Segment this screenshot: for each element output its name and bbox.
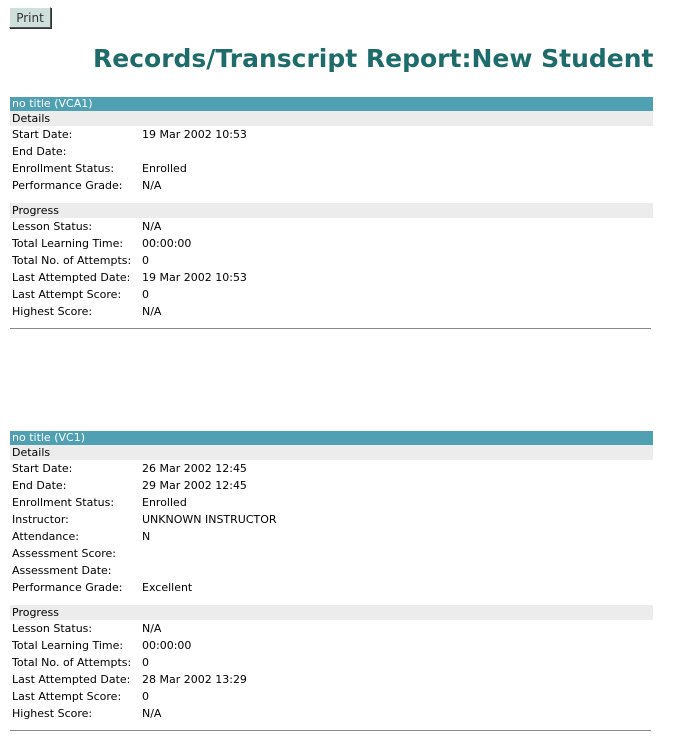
progress-value: N/A (142, 305, 162, 318)
progress-row (10, 671, 653, 688)
detail-value: 26 Mar 2002 12:45 (142, 462, 247, 475)
detail-label: Enrollment Status: (12, 162, 115, 175)
progress-value: 00:00:00 (142, 639, 192, 652)
detail-row (10, 562, 653, 579)
progress-label: Last Attempt Score: (12, 288, 122, 301)
detail-row (10, 460, 653, 477)
progress-label: Highest Score: (12, 305, 93, 318)
detail-value: Excellent (142, 581, 193, 594)
progress-label: Total Learning Time: (12, 639, 124, 652)
progress-row (10, 637, 653, 654)
progress-value: 0 (142, 656, 149, 669)
detail-value: Enrolled (142, 162, 187, 175)
detail-value: 29 Mar 2002 12:45 (142, 479, 247, 492)
detail-label: Start Date: (12, 128, 73, 141)
detail-label: End Date: (12, 145, 67, 158)
detail-row (10, 494, 653, 511)
progress-section-header: Progress (10, 203, 653, 218)
progress-label: Lesson Status: (12, 220, 93, 233)
progress-label: Last Attempted Date: (12, 673, 131, 686)
detail-label: Assessment Date: (12, 564, 112, 577)
progress-value: 28 Mar 2002 13:29 (142, 673, 247, 686)
record-vca1 (10, 97, 653, 329)
detail-label: Performance Grade: (12, 581, 123, 594)
detail-value: UNKNOWN INSTRUCTOR (142, 513, 277, 526)
progress-row (10, 286, 653, 303)
detail-label: Enrollment Status: (12, 496, 115, 509)
progress-label: Last Attempted Date: (12, 271, 131, 284)
progress-value: N/A (142, 707, 162, 720)
progress-section-header: Progress (10, 605, 653, 620)
detail-value: N (142, 530, 151, 543)
progress-row (10, 218, 653, 235)
progress-label: Lesson Status: (12, 622, 93, 635)
detail-row (10, 160, 653, 177)
detail-row (10, 528, 653, 545)
progress-label: Total Learning Time: (12, 237, 124, 250)
progress-value: 0 (142, 690, 149, 703)
progress-row (10, 252, 653, 269)
detail-row (10, 579, 653, 596)
progress-value: N/A (142, 622, 162, 635)
record-divider (10, 730, 651, 731)
details-section-header: Details (10, 445, 653, 460)
detail-value: N/A (142, 179, 162, 192)
progress-label: Total No. of Attempts: (12, 656, 132, 669)
record-title: no title (VCA1) (10, 97, 653, 111)
progress-row (10, 705, 653, 722)
detail-label: Start Date: (12, 462, 73, 475)
detail-row (10, 477, 653, 494)
detail-row (10, 177, 653, 194)
record-vc1 (10, 431, 653, 731)
progress-label: Highest Score: (12, 707, 93, 720)
progress-row (10, 303, 653, 320)
progress-row (10, 688, 653, 705)
detail-label: End Date: (12, 479, 67, 492)
progress-value: 19 Mar 2002 10:53 (142, 271, 247, 284)
detail-row (10, 545, 653, 562)
detail-row (10, 511, 653, 528)
record-divider (10, 328, 651, 329)
detail-value: 19 Mar 2002 10:53 (142, 128, 247, 141)
detail-label: Performance Grade: (12, 179, 123, 192)
detail-value: Enrolled (142, 496, 187, 509)
print-button[interactable]: Print (9, 7, 51, 28)
detail-row (10, 143, 653, 160)
detail-row (10, 126, 653, 143)
page-title: Records/Transcript Report:New Student (93, 44, 654, 73)
progress-label: Total No. of Attempts: (12, 254, 132, 267)
progress-row (10, 620, 653, 637)
detail-label: Attendance: (12, 530, 79, 543)
progress-row (10, 269, 653, 286)
progress-label: Last Attempt Score: (12, 690, 122, 703)
record-title: no title (VC1) (10, 431, 653, 445)
details-section-header: Details (10, 111, 653, 126)
progress-value: N/A (142, 220, 162, 233)
progress-value: 0 (142, 254, 149, 267)
progress-value: 0 (142, 288, 149, 301)
detail-label: Instructor: (12, 513, 69, 526)
progress-row (10, 235, 653, 252)
detail-label: Assessment Score: (12, 547, 116, 560)
progress-row (10, 654, 653, 671)
progress-value: 00:00:00 (142, 237, 192, 250)
